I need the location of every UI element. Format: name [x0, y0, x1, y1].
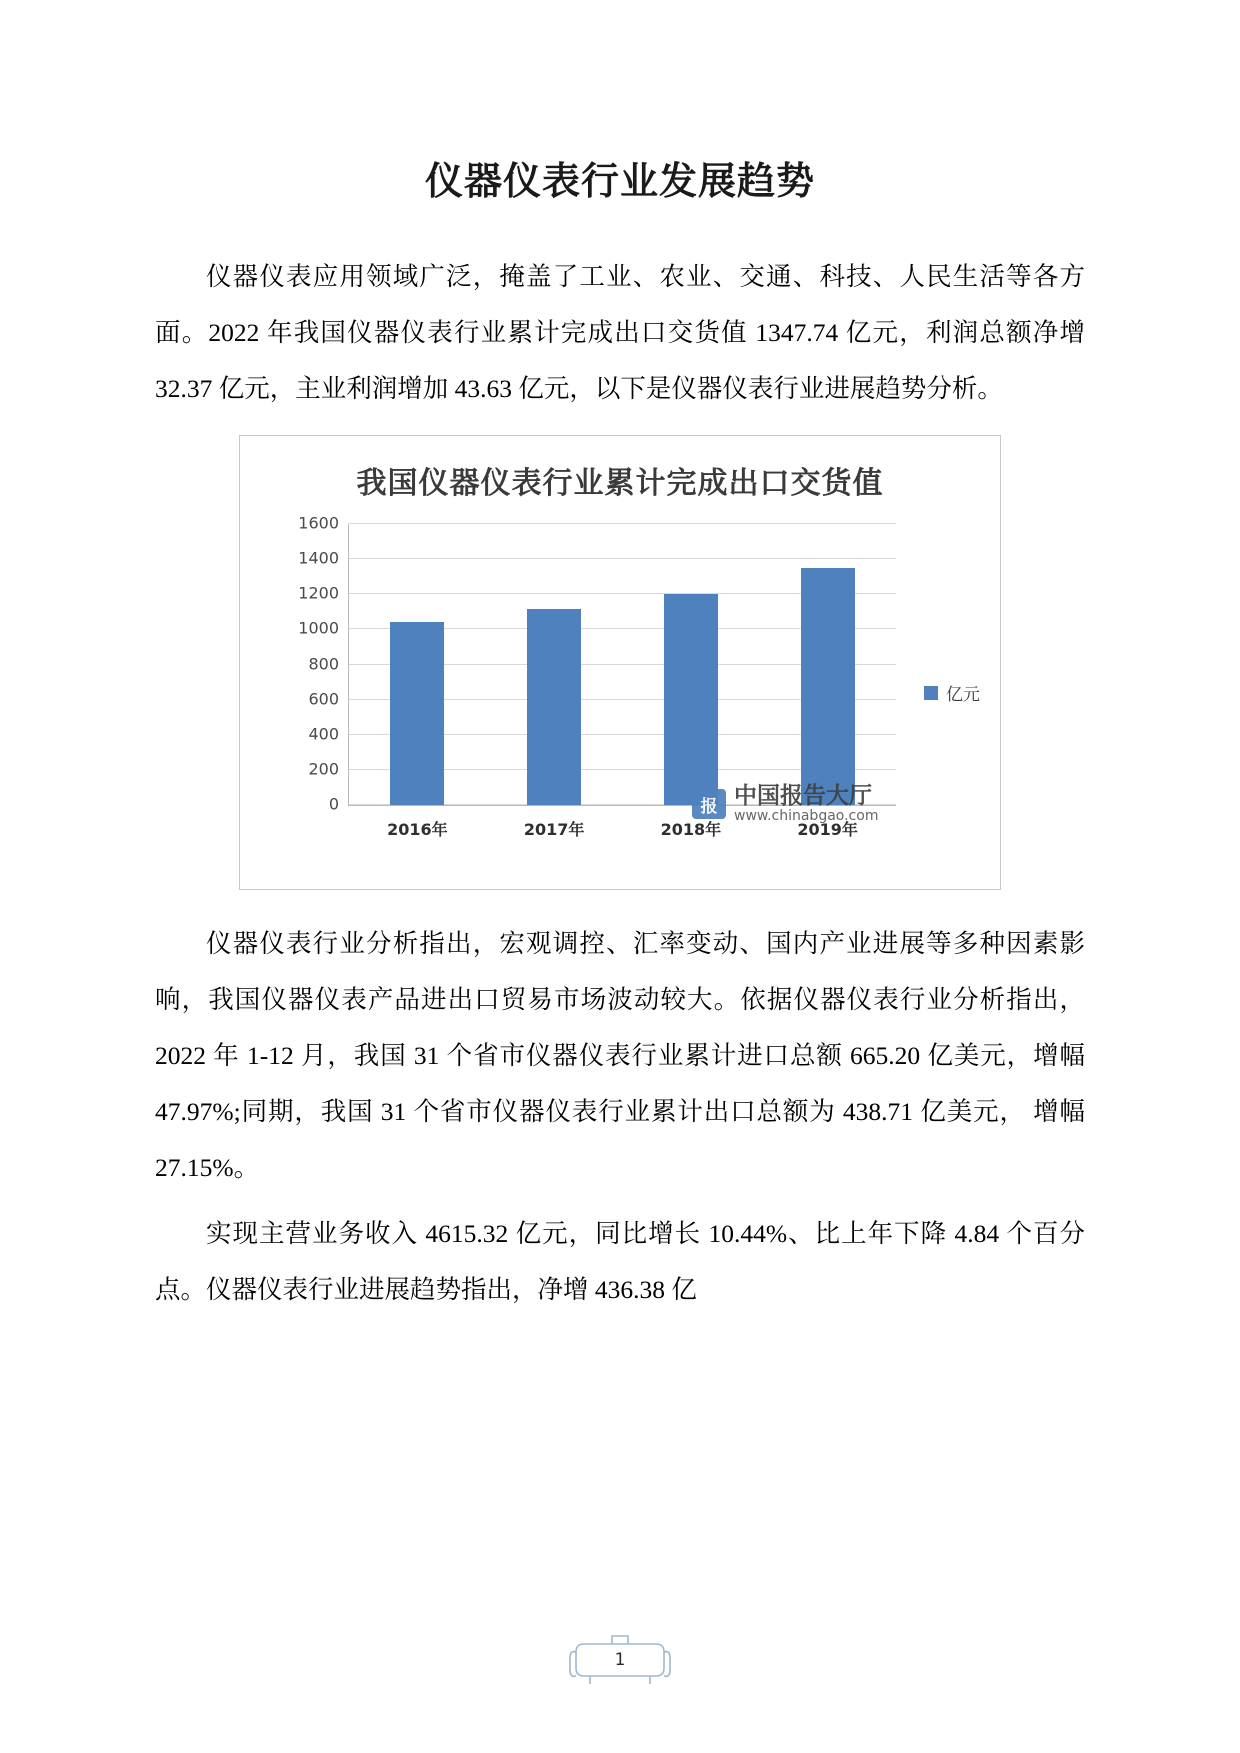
y-tick-label: 600: [308, 689, 339, 709]
watermark: [692, 784, 878, 825]
paragraph-3: 实现主营业务收入 4615.32 亿元，同比增长 10.44%、比上年下降 4.84 个百分点。仪器仪表行业进展趋势指出，净增 436.38 亿: [155, 1219, 1085, 1304]
y-tick-label: 800: [308, 654, 339, 673]
watermark-name: 中国报告大厅: [734, 783, 872, 809]
page-number: 1: [614, 1650, 626, 1670]
bar-2018: [664, 594, 718, 805]
watermark-logo-icon: 报: [692, 789, 726, 819]
bar-2019: [801, 568, 855, 805]
bar-chart: [239, 435, 1001, 890]
bar-item: [623, 524, 760, 839]
y-tick-label: 1000: [298, 618, 339, 638]
paragraph-1: 仪器仪表应用领域广泛，掩盖了工业、农业、交通、科技、人民生活等各方面。2022 年我国仪器仪表行业累计完成出口交货值 1347.74 亿元，利润总额净增 32.37 亿元，主业利润增加 43.63 亿元，以下是仪器仪表行业进展趋势分析。: [155, 262, 1085, 403]
y-tick-label: 400: [308, 724, 339, 744]
legend-label: 亿元: [946, 685, 980, 705]
page-footer: [0, 1630, 1240, 1690]
y-tick-label: 1400: [298, 548, 339, 568]
bar-item: [349, 524, 486, 839]
page-number-ornament: [560, 1630, 680, 1690]
y-tick-label: 1200: [298, 583, 339, 603]
page-title: 仪器仪表行业发展趋势: [424, 159, 815, 203]
watermark-text: [734, 784, 878, 825]
y-tick-label: 200: [308, 759, 339, 779]
y-tick-label: 0: [328, 794, 339, 814]
bar-item: [486, 524, 623, 839]
chart-figure: [155, 435, 1085, 890]
legend-swatch-icon: [924, 686, 938, 700]
x-tick-label: 2019年: [797, 820, 858, 839]
chart-legend: [924, 680, 980, 705]
x-tick-label: 2017年: [523, 820, 585, 839]
watermark-url: www.chinabgao.com: [734, 808, 879, 825]
y-tick-label: 1600: [298, 513, 339, 533]
bar-2017: [527, 609, 581, 805]
paragraph-2: 仪器仪表行业分析指出，宏观调控、汇率变动、国内产业进展等多种因素影响，我国仪器仪表产品进出口贸易市场波动较大。依据仪器仪表行业分析指出，2022 年 1-12 月，我国 31 个省市仪器仪表行业累计进口总额 665.20 亿美元，增幅 47.97%;同期，我国 31 个省市仪器仪表行业累计出口总额为 438.71 亿美元， 增幅 27.15%。: [155, 929, 1085, 1182]
x-tick-label: 2018年: [660, 820, 722, 839]
chart-title: 我国仪器仪表行业累计完成出口交货值: [356, 466, 884, 501]
document-body: [155, 150, 1085, 1328]
x-tick-label: 2016年: [387, 820, 448, 839]
bar-2016: [390, 622, 444, 805]
